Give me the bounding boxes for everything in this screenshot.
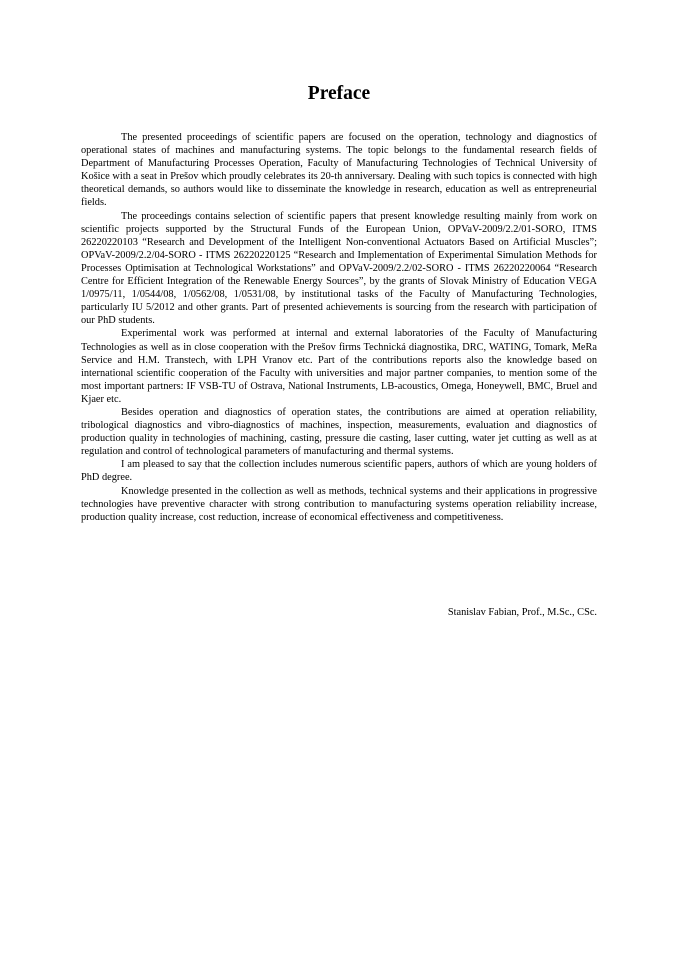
preface-body <box>81 131 597 524</box>
paragraph: Knowledge presented in the collection as well as methods, technical systems and their applications in progressive technologies have preventive character with strong contribution to manufacturing systems operation reliability increase, production quality increase, cost reduction, increase of economical effectiveness and competitiveness. <box>81 485 597 523</box>
paragraph: The presented proceedings of scientific papers are focused on the operation, technology and diagnostics of operational states of machines and manufacturing systems. The topic belongs to the fundamental research fields of Department of Manufacturing Processes Operation, Faculty of Manufacturing Technologies of Technical University of Košice with a seat in Prešov which proudly celebrates its 20-th anniversary. Dealing with such topics is connected with high theoretical demands, so authors would like to disseminate the knowledge in research, education as well as entrepreneurial fields. <box>81 132 597 209</box>
paragraph: Experimental work was performed at internal and external laboratories of the Faculty of Manufacturing Technologies as well as in close cooperation with the Prešov firms Technická diagnostika, DRC, WATING, Tomark, MeRa Service and H.M. Transtech, with LPH Vranov etc. Part of the contributions reports also the knowledge based on international scientific cooperation of the Faculty with universities and major partner companies, to mention some of the most important partners: IF VSB-TU of Ostrava, National Instruments, LB-acoustics, Omega, Honeywell, BMC, Bruel and Kjaer etc. <box>81 328 597 405</box>
author-signature: Stanislav Fabian, Prof., M.Sc., CSc. <box>447 607 597 618</box>
page-title: Preface <box>307 83 371 104</box>
paragraph: I am pleased to say that the collection includes numerous scientific papers, authors of which are young holders of PhD degree. <box>81 459 597 484</box>
paragraph: Besides operation and diagnostics of operation states, the contributions are aimed at operation reliability, tribological diagnostics and vibro-diagnostics of machines, inspection, measurements, evaluation and diagnostics of production quality in technologies of machining, casting, pressure die casting, laser cutting, water jet cutting as well as at regulation and control of technological parameters of manufacturing and thermal systems. <box>81 406 597 458</box>
paragraph: The proceedings contains selection of scientific papers that present knowledge resulting mainly from work on scientific projects supported by the Structural Funds of the European Union, OPVaV-2009/2.2/01-SORO, ITMS 26220220103 “Research and Development of the Intelligent Non-conventional Actuators Based on Artificial Muscles”; OPVaV-2009/2.2/04-SORO - ITMS 26220220125 “Research and Implementation of Experimental Simulation Methods for Processes Optimisation at Technological Workstations” and OPVaV-2009/2.2/02-SORO - ITMS 26220220064 “Research Centre for Efficient Integration of the Renewable Energy Sources”, by the grants of Slovak Ministry of Education VEGA 1/0975/11, 1/0544/08, 1/0562/08, 1/0531/08, by institutional tasks of the Faculty of Manufacturing Technologies, particularly IU 5/2012 and other grants. Part of presented achievements is sourcing from the research with participation of our PhD students. <box>81 210 597 327</box>
